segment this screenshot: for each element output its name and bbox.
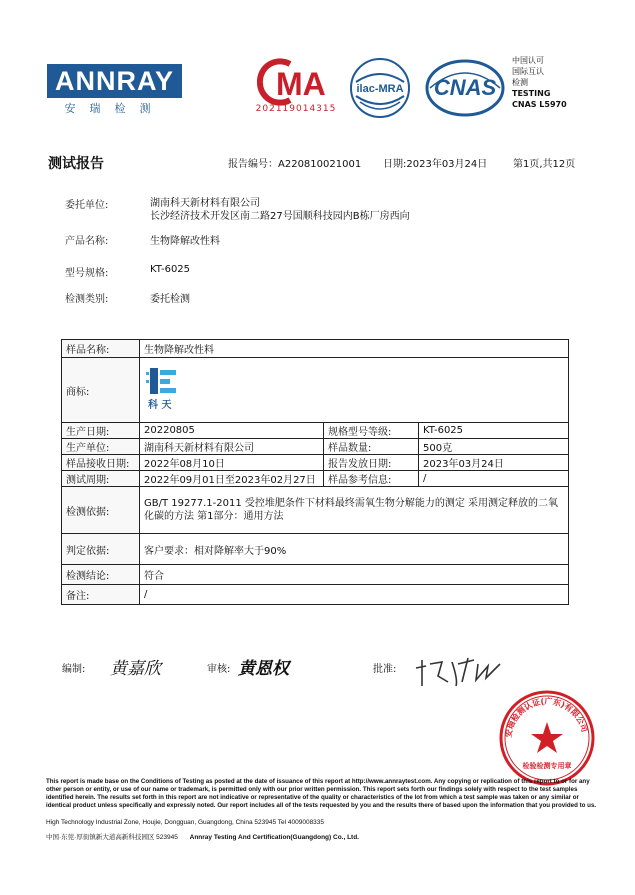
footer-address: High Technology Industrial Zone, Houjie, Dongguan, Guangdong, China 523945 Tel 4009008335: [46, 819, 325, 826]
table-value: 2022年08月10日: [140, 455, 324, 471]
trademark-cell: [140, 358, 569, 423]
table-label: 测试周期:: [62, 471, 140, 487]
table-label: 样品参考信息:: [324, 471, 419, 487]
report-date: 日期:2023年03月24日: [383, 159, 488, 170]
report-number: 报告编号：A220810021001: [228, 159, 362, 170]
footer-address-cn: [46, 832, 359, 841]
table-row: [62, 423, 569, 439]
cnas-line: 检测: [512, 78, 528, 87]
footer-disclaimer: This report is made base on the Conditions of Testing as posted at the date of issuance of this report at http://www.annraytest.com. Any copying or replication of this report to or for any other person or entity, or use of our name or trademark, is permitted only with our prior written permission. This report sets forth our findings solely with respect to the test samples identified herein. The results set forth in this report are not indicative or representative of the quality or characteristics of the lot from which a test sample was taken or any similar or identical product unless specifically and expressly noted. Our report includes all of the tests requested by you and the results there of based upon the information that you provided to us.: [46, 778, 597, 809]
cnas-label: CNAS: [433, 75, 497, 100]
keytian-logo-icon: [144, 366, 194, 412]
cma-logo-icon: [250, 58, 336, 106]
compiled-signature: 黄嘉欣: [110, 659, 161, 679]
compiled-label: 编制:: [62, 664, 86, 675]
footer-address-cn-text: 中国·东莞·厚街镇新大道高新科技园区 523945: [46, 834, 178, 841]
annray-subtitle: 安瑞检测: [64, 102, 165, 115]
table-value: 500克: [419, 439, 569, 455]
ilac-label: ilac-MRA: [356, 83, 404, 95]
table-label: 样品名称:: [62, 340, 140, 358]
table-row: [62, 487, 569, 534]
ilac-mra-logo-icon: [348, 56, 412, 120]
report-title: 测试报告: [48, 156, 104, 172]
cnas-line: 中国认可: [512, 56, 544, 65]
report-page: 第1页,共12页: [513, 159, 576, 170]
review-label: 审核:: [207, 664, 231, 675]
table-label: 生产日期:: [62, 423, 140, 439]
table-label: 商标:: [62, 358, 140, 423]
cma-number: 202119014315: [255, 104, 337, 114]
table-value: /: [419, 471, 569, 487]
product-value: 生物降解改性料: [150, 236, 220, 247]
trademark-text: 科 天: [148, 399, 172, 411]
official-seal-icon: [497, 688, 597, 788]
table-value: 客户要求：相对降解率大于90%: [140, 534, 569, 565]
svg-text:检验检测专用章: 检验检测专用章: [522, 762, 572, 770]
table-label: 生产单位:: [62, 439, 140, 455]
table-label: 备注:: [62, 585, 140, 605]
table-label: 报告发放日期:: [324, 455, 419, 471]
client-address: 长沙经济技术开发区南二路27号国顺科技园内B栋厂房西向: [150, 211, 410, 222]
category-value: 委托检测: [150, 294, 190, 305]
table-value: GB/T 19277.1-2011 受控堆肥条件下材料最终需氧生物分解能力的测定 采用测定释放的二氧化碳的方法 第1部分：通用方法: [140, 487, 569, 534]
table-value: 湖南科天新材料有限公司: [140, 439, 324, 455]
table-label: 判定依据:: [62, 534, 140, 565]
table-row: [62, 565, 569, 585]
svg-text:安瑞检测认证(广东)有限公司: 安瑞检测认证(广东)有限公司: [503, 696, 590, 739]
cnas-accreditation-text: [512, 55, 567, 110]
table-value: 2023年03月24日: [419, 455, 569, 471]
table-row: [62, 439, 569, 455]
approve-signature: [412, 652, 504, 692]
client-name: 湖南科天新材料有限公司: [150, 198, 260, 209]
table-value: /: [140, 585, 569, 605]
cma-label: MA: [276, 66, 326, 102]
approve-label: 批准:: [373, 664, 397, 675]
cnas-logo-icon: [424, 58, 506, 118]
table-row: [62, 471, 569, 487]
product-label: 产品名称:: [65, 236, 109, 247]
cnas-line: CNAS L5970: [512, 100, 567, 109]
table-value: 生物降解改性料: [140, 340, 569, 358]
annray-logo: [47, 64, 182, 98]
table-label: 样品接收日期:: [62, 455, 140, 471]
cnas-line: 国际互认: [512, 67, 544, 76]
table-row: [62, 340, 569, 358]
table-row: [62, 455, 569, 471]
model-value: KT-6025: [150, 264, 191, 275]
table-label: 检测结论:: [62, 565, 140, 585]
category-label: 检测类别:: [65, 294, 109, 305]
table-value: 符合: [140, 565, 569, 585]
table-label: 检测依据:: [62, 487, 140, 534]
table-value: 2022年09月01日至2023年02月27日: [140, 471, 324, 487]
sample-info-table: [61, 339, 569, 605]
review-signature: 黄恩权: [238, 659, 289, 679]
client-label: 委托单位:: [65, 200, 109, 211]
table-label: 规格型号等级:: [324, 423, 419, 439]
model-label: 型号规格:: [65, 268, 109, 279]
table-value: 20220805: [140, 423, 324, 439]
annray-logo-text: ANNRAY: [54, 65, 175, 96]
cnas-line: TESTING: [512, 89, 551, 98]
table-row: [62, 534, 569, 565]
table-row: [62, 358, 569, 423]
table-row: [62, 585, 569, 605]
footer-company: Annray Testing And Certification(Guangdong) Co., Ltd.: [189, 834, 359, 841]
table-value: KT-6025: [419, 423, 569, 439]
table-label: 样品数量:: [324, 439, 419, 455]
